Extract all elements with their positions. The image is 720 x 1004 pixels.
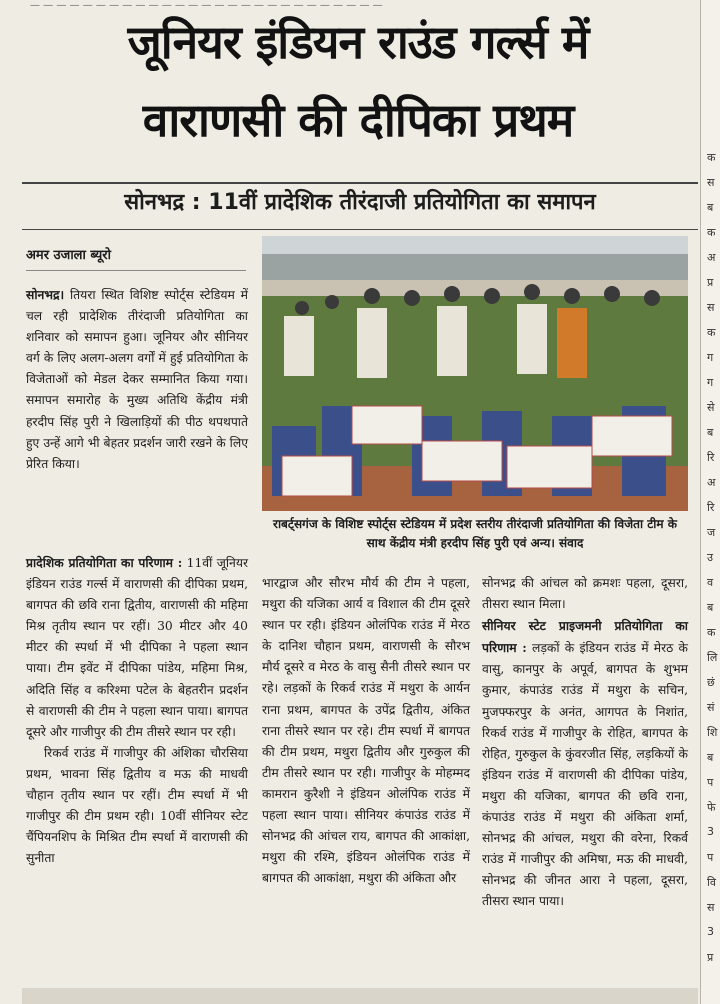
side-strip-fragment: लि <box>707 651 718 664</box>
side-strip-fragment: 3 <box>707 825 714 838</box>
side-strip-fragment: से <box>707 401 715 414</box>
photo-illustration <box>262 236 688 511</box>
byline-divider <box>26 270 246 271</box>
side-strip-fragment: रि <box>707 451 715 464</box>
side-strip-fragment: स <box>707 176 715 189</box>
subheadline: सोनभद्र : 11वीं प्रादेशिक तीरंदाजी प्रतियोगिता का समापन <box>124 190 596 215</box>
side-strip-fragment: क <box>707 226 716 239</box>
photo-caption: राबर्ट्सगंज के विशिष्ट स्पोर्ट्स स्टेडियम में प्रदेश स्तरीय तीरंदाजी प्रतियोगिता की विजेता टीम के साथ केंद्रीय मंत्री हरदीप सिंह पुरी एवं अन्य। संवाद <box>273 517 677 550</box>
side-strip-fragment: सं <box>707 701 715 714</box>
results-column-2 <box>262 573 470 889</box>
side-strip-fragment: ब <box>707 426 714 439</box>
side-strip-fragment: क <box>707 326 716 339</box>
results-paragraph-4: सोनभद्र की आंचल को क्रमशः पहला, दूसरा, तीसरा स्थान मिला। <box>482 576 688 612</box>
side-strip-fragment: छं <box>707 676 715 689</box>
side-strip-fragment: ब <box>707 601 714 614</box>
results-paragraph-3: भारद्वाज और सौरभ मौर्य की टीम ने पहला, मथुरा की यजिका आर्य व विशाल की टीम दूसरे स्थान पर रही। इंडियन ओलंपिक राउंड में मेरठ के दानिश चौहान प्रथम, वाराणसी के सौरभ मौर्य दूसरे व मेरठ के वासु सैनी तीसरे स्थान पर रहे। लड़कों के रिकर्व राउंड में मथुरा के आर्यन राना प्रथम, बागपत के उपेंद्र द्वितीय, अंकित राना तीसरे स्थान पर रहे। टीम स्पर्धा में बागपत की टीम प्रथम, मथुरा द्वितीय और गुरुकुल की टीम तीसरे स्थान पर रही। गाजीपुर के मोहम्मद कामरान कुरैशी ने इंडियन ओलंपिक राउंड में पहला स्थान पाया। सीनियर कंपाउंड राउंड में सोनभद्र की आंचल राय, बागपत की आकांक्षा, मथुरा की रश्मि, इंडियन ओलंपिक राउंड में बागपत की आकांक्षा, मथुरा की अंकिता और <box>262 576 470 886</box>
side-strip-fragment: उ <box>707 551 714 564</box>
side-strip-fragment: वि <box>707 876 716 889</box>
side-strip-fragment: शि <box>707 726 718 739</box>
side-strip-fragment: ब <box>707 751 714 764</box>
side-strip-fragment: प <box>707 851 714 864</box>
side-strip-fragment: प्र <box>707 951 714 964</box>
side-strip-fragment: अ <box>707 476 716 489</box>
side-strip-fragment: ब <box>707 201 714 214</box>
section-heading-prize-money: सीनियर स्टेट प्राइजमनी प्रतियोगिता का परिणाम : <box>482 618 688 656</box>
cut-off-top-text: — — — — — — — — — — — — — — — — — — — — — — — — — — — <box>30 0 383 11</box>
side-strip-fragment: क <box>707 626 716 639</box>
intro-paragraph: तियरा स्थित विशिष्ट स्पोर्ट्स स्टेडियम में चल रही प्रादेशिक तीरंदाजी प्रतियोगिता का शनिवार को समापन हुआ। जूनियर और सीनियर वर्ग के लिए अलग-अलग वर्गों में हुई प्रतियोगिता के विजेताओं को मेडल देकर सम्मानित किया गया। समापन समारोह के मुख्य अतिथि केंद्रीय मंत्री हरदीप सिंह पुरी ने खिलाड़ियों की पीठ थपथपाते हुए उन्हें आगे भी बेहतर प्रदर्शन जारी रखने के लिए प्रेरित किया। <box>26 288 248 471</box>
headline-divider <box>22 182 698 184</box>
news-photo <box>262 236 688 511</box>
side-strip-fragment: क <box>707 151 716 164</box>
side-strip-fragment: व <box>707 576 714 589</box>
results-column-1 <box>26 552 248 869</box>
side-strip-fragment: प्र <box>707 276 714 289</box>
side-strip-fragment: 3 <box>707 925 714 938</box>
intro-column <box>26 284 248 475</box>
dateline: सोनभद्र। <box>26 287 65 302</box>
side-strip-fragment: ज <box>707 526 716 539</box>
headline-line-2: वाराणसी की दीपिका प्रथम <box>142 93 574 147</box>
subheadline-divider <box>22 229 698 230</box>
headline-line-1: जूनियर इंडियन राउंड गर्ल्स में <box>127 15 589 69</box>
side-strip-fragment: स <box>707 901 715 914</box>
side-strip-fragment: अ <box>707 251 716 264</box>
side-strip-fragment: प <box>707 776 714 789</box>
side-strip-fragment: रि <box>707 501 715 514</box>
side-strip-fragment: ग <box>707 351 714 364</box>
cut-off-bottom-text <box>22 988 698 1004</box>
side-strip-fragment: स <box>707 301 715 314</box>
results-paragraph-2: रिकर्व राउंड में गाजीपुर की अंशिका चौरसिया प्रथम, भावना सिंह द्वितीय व मऊ की माधवी चौहान तृतीय स्थान पर रहीं। टीम स्पर्धा में भी गाजीपुर की टीम प्रथम रही। 10वीं सीनियर स्टेट चैंपियनशिप के मिश्रित टीम स्पर्धा में वाराणसी की सुनीता <box>26 745 248 866</box>
byline: अमर उजाला ब्यूरो <box>26 248 111 263</box>
results-column-3 <box>482 573 688 913</box>
results-paragraph-1: 11वीं जूनियर इंडियन राउंड गर्ल्स में वाराणसी की दीपिका प्रथम, बागपत की छवि राना द्वितीय, वाराणसी की महिमा मिश्र तृतीय स्थान पर रहीं। 30 मीटर और 40 मीटर की स्पर्धा में भी दीपिका ने पहला स्थान पाया। टीम इवेंट में दीपिका पांडेय, महिमा मिश्र, अदिति सिंह व करिश्मा पटेल के बेहतरीन प्रदर्शन से वाराणसी की टीम ने पहला स्थान पाया। बागपत दूसरे और गाजीपुर की टीम तीसरे स्थान पर रही। <box>26 556 248 739</box>
adjacent-article-strip <box>700 0 720 1004</box>
section-heading-state-competition: प्रादेशिक प्रतियोगिता का परिणाम : <box>26 555 183 570</box>
side-strip-fragment: ग <box>707 376 714 389</box>
side-strip-fragment: फे <box>707 801 716 814</box>
results-paragraph-5: लड़कों के इंडियन राउंड में मेरठ के वासु, कानपुर के अपूर्व, बागपत के शुभम कुमार, कंपाउंड राउंड में मथुरा के सचिन, मुजफ्फरपुर के अनंत, आगपत के निशांत, रिकर्व राउंड में गाजीपुर के रोहित, बागपत के रोहित, गुरुकुल के कुंवरजीत सिंह, लड़कियों के इंडियन राउंड में वाराणसी की दीपिका पांडेय, मथुरा की यजिका, बागपत की छवि राना, कंपाउंड राउंड में मथुरा की अंकिता शर्मा, सोनभद्र की आंचल, मथुरा की वरेना, रिकर्व राउंड में गाजीपुर की अमिषा, मऊ की माधवी, सोनभद्र की जीनत आरा ने पहला, दूसरा, तीसरा स्थान पाया। <box>482 641 689 909</box>
